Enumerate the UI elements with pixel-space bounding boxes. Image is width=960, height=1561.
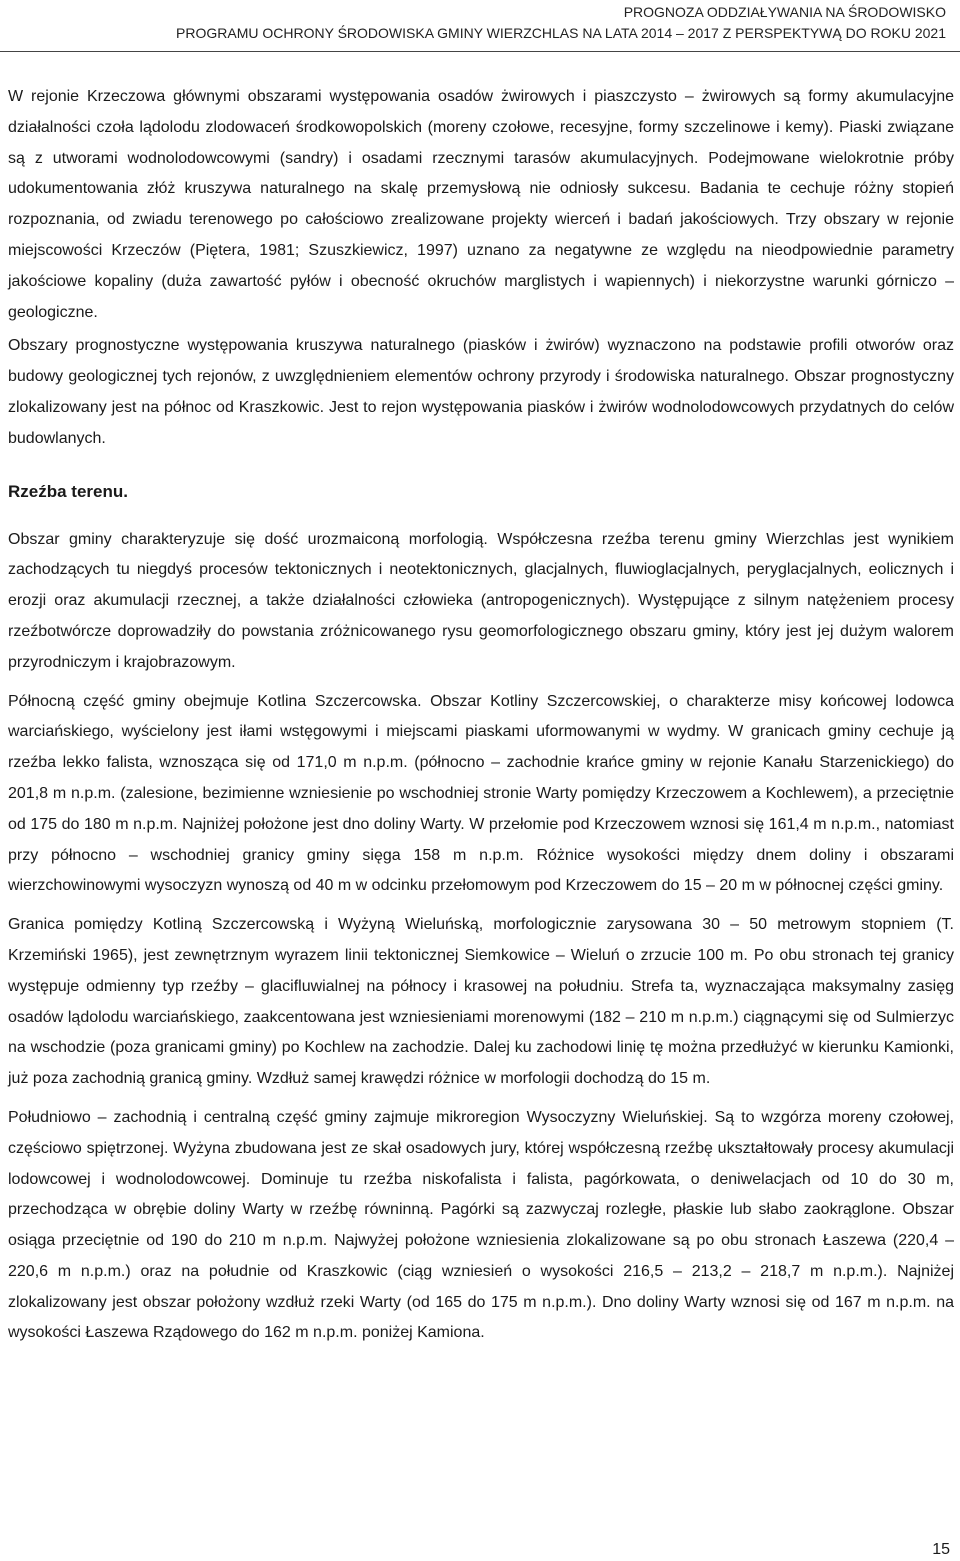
header-line-2: PROGRAMU OCHRONY ŚRODOWISKA GMINY WIERZCHLAS NA LATA 2014 – 2017 Z PERSPEKTYWĄ DO ROKU 2021 (176, 25, 946, 41)
paragraph-boundary: Granica pomiędzy Kotliną Szczercowską i Wyżyną Wieluńską, morfologicznie zarysowana 30 – 50 metrowym stopniem (T. Krzemiński 1965), jest zewnętrznym wyrazem linii tektonicznej Siemkowice – Wieluń o zrzucie 100 m. Po obu stronach tej granicy występuje odmienny typ rzeźby – glacifluwialnej na północy i krasowej na południu. Strefa ta, wyznaczająca maksymalny zasięg osadów lądolodu warciańskiego, zaakcentowana jest wzniesieniami morenowymi (182 – 210 m n.p.m.) ciągnącymi się od Sulmierzyc na wschodzie (poza granicami gminy) po Kochlew na zachodzie. Dalej ku zachodowi linię tę można przedłużyć w kierunku Kamionki, już poza zachodnią granicą gminy. Wzdłuż samej krawędzi różnice w morfologii dochodzą do 15 m. (8, 916, 954, 1088)
paragraph-morphology: Obszar gminy charakteryzuje się dość urozmaiconą morfologią. Współczesna rzeźba terenu gminy Wierzchlas jest wynikiem zachodzących tu niegdyś procesów tektonicznych i neotektonicznych, glacjalnych, fluwioglacjalnych, peryglacjalnych, eolicznych i erozji oraz akumulacji rzecznej, a także działalności człowieka (antropogenicznych). Występujące z silnym natężeniem procesy rzeźbotwórcze doprowadziły do powstania zróżnicowanego rysu geomorfologicznego obszaru gminy, który jest jej dużym walorem przyrodniczym i krajobrazowym. (8, 530, 954, 671)
paragraph-prognostic-areas: Obszary prognostyczne występowania kruszywa naturalnego (piasków i żwirów) wyznaczono na podstawie profili otworów oraz budowy geologicznej tych rejonów, z uwzględnieniem elementów ochrony przyrody i środowiska naturalnego. Obszar prognostyczny zlokalizowany jest na północ od Kraszkowic. Jest to rejon występowania piasków i żwirów wodnolodowcowych przydatnych do celów budowlanych. (8, 337, 954, 447)
header-line-1: PROGNOZA ODDZIAŁYWANIA NA ŚRODOWISKO (623, 4, 946, 20)
section-heading-relief: Rzeźba terenu. (8, 481, 128, 501)
paragraph-krzeczow-deposits: W rejonie Krzeczowa głównymi obszarami występowania osadów żwirowych i piaszczysto – żwirowych są formy akumulacyjne działalności czoła lądolodu zlodowaceń środkowopolskich (moreny czołowe, recesyjne, formy szczelinowe i kemy). Piaski związane są z utworami wodnolodowcowymi (sandry) i osadami rzecznymi tarasów akumulacyjnych. Podejmowane wielokrotnie próby udokumentowania złóż kruszywa naturalnego na skalę przemysłową nie odniosły sukcesu. Badania te cechuje różny stopień rozpoznania, od zwiadu terenowego po całościowo zrealizowane projekty wierceń i badań jakościowych. Trzy obszary w rejonie miejscowości Krzeczów (Piętera, 1981; Szuszkiewicz, 1997) uznano za negatywne ze względu na nieodpowiednie parametry jakościowe kopaliny (duża zawartość pyłów i obecność okruchów marglistych i wapiennych) i niekorzystne warunki górniczo – geologiczne. (8, 88, 954, 321)
page-number: 15 (932, 1541, 950, 1558)
paragraph-kotlina-szczercowska: Północną część gminy obejmuje Kotlina Szczercowska. Obszar Kotliny Szczercowskiej, o charakterze misy końcowej lodowca warciańskiego, wyścielony jest iłami wstęgowymi i miejscami piaskami uformowanymi w wydmy. W granicach gminy cechuje ją rzeźba lekko falista, wznosząca się od 171,0 m n.p.m. (północno – zachodnie krańce gminy w rejonie Kanału Starzenickiego) do 201,8 m n.p.m. (zalesione, bezimienne wzniesienie po wschodniej stronie Warty pomiędzy Krzeczowem a Kochlewem), a przeciętnie od 175 do 180 m n.p.m. Najniżej położone jest dno doliny Warty. W przełomie pod Krzeczowem wznosi się 161,4 m n.p.m., natomiast przy północno – wschodniej granicy gminy sięga 158 m n.p.m. Różnice wysokości między dnem doliny i obszarami wierzchowinowymi wysoczyzn wynoszą od 40 m w odcinku przełomowym pod Krzeczowem do 15 – 20 m w północnej części gminy. (8, 692, 954, 895)
document-body (8, 82, 954, 1349)
page-header (0, 2, 960, 44)
paragraph-wysoczyzna-wielunska: Południowo – zachodnią i centralną część gminy zajmuje mikroregion Wysoczyzny Wieluńskiej. Są to wzgórza moreny czołowej, częściowo spiętrzonej. Wyżyna zbudowana jest ze skał osadowych jury, której współczesną rzeźbę ukształtowały procesy akumulacji lodowcowej i wodnolodowcowej. Dominuje tu rzeźba niskofalista i falista, pagórkowata, o deniwelacjach od 10 do 30 m, przechodząca w obrębie doliny Warty w rzeźbę równinną. Pagórki są zazwyczaj rozległe, płaskie lub słabo zaokrąglone. Obszar osiąga przeciętnie od 190 do 210 m n.p.m. Najwyżej położone wzniesienia zlokalizowane są po obu stronach Łaszewa (220,4 – 220,6 m n.p.m.) oraz na południe od Kraszkowic (ciąg wzniesień o wysokości 216,5 – 213,2 – 218,7 m n.p.m.). Najniżej zlokalizowany jest obszar położony wzdłuż rzeki Warty (od 165 do 175 m n.p.m.). Dno doliny Warty wznosi się od 167 m n.p.m. na wysokości Łaszewa Rządowego do 162 m n.p.m. poniżej Kamiona. (8, 1108, 954, 1342)
header-divider (0, 51, 960, 52)
